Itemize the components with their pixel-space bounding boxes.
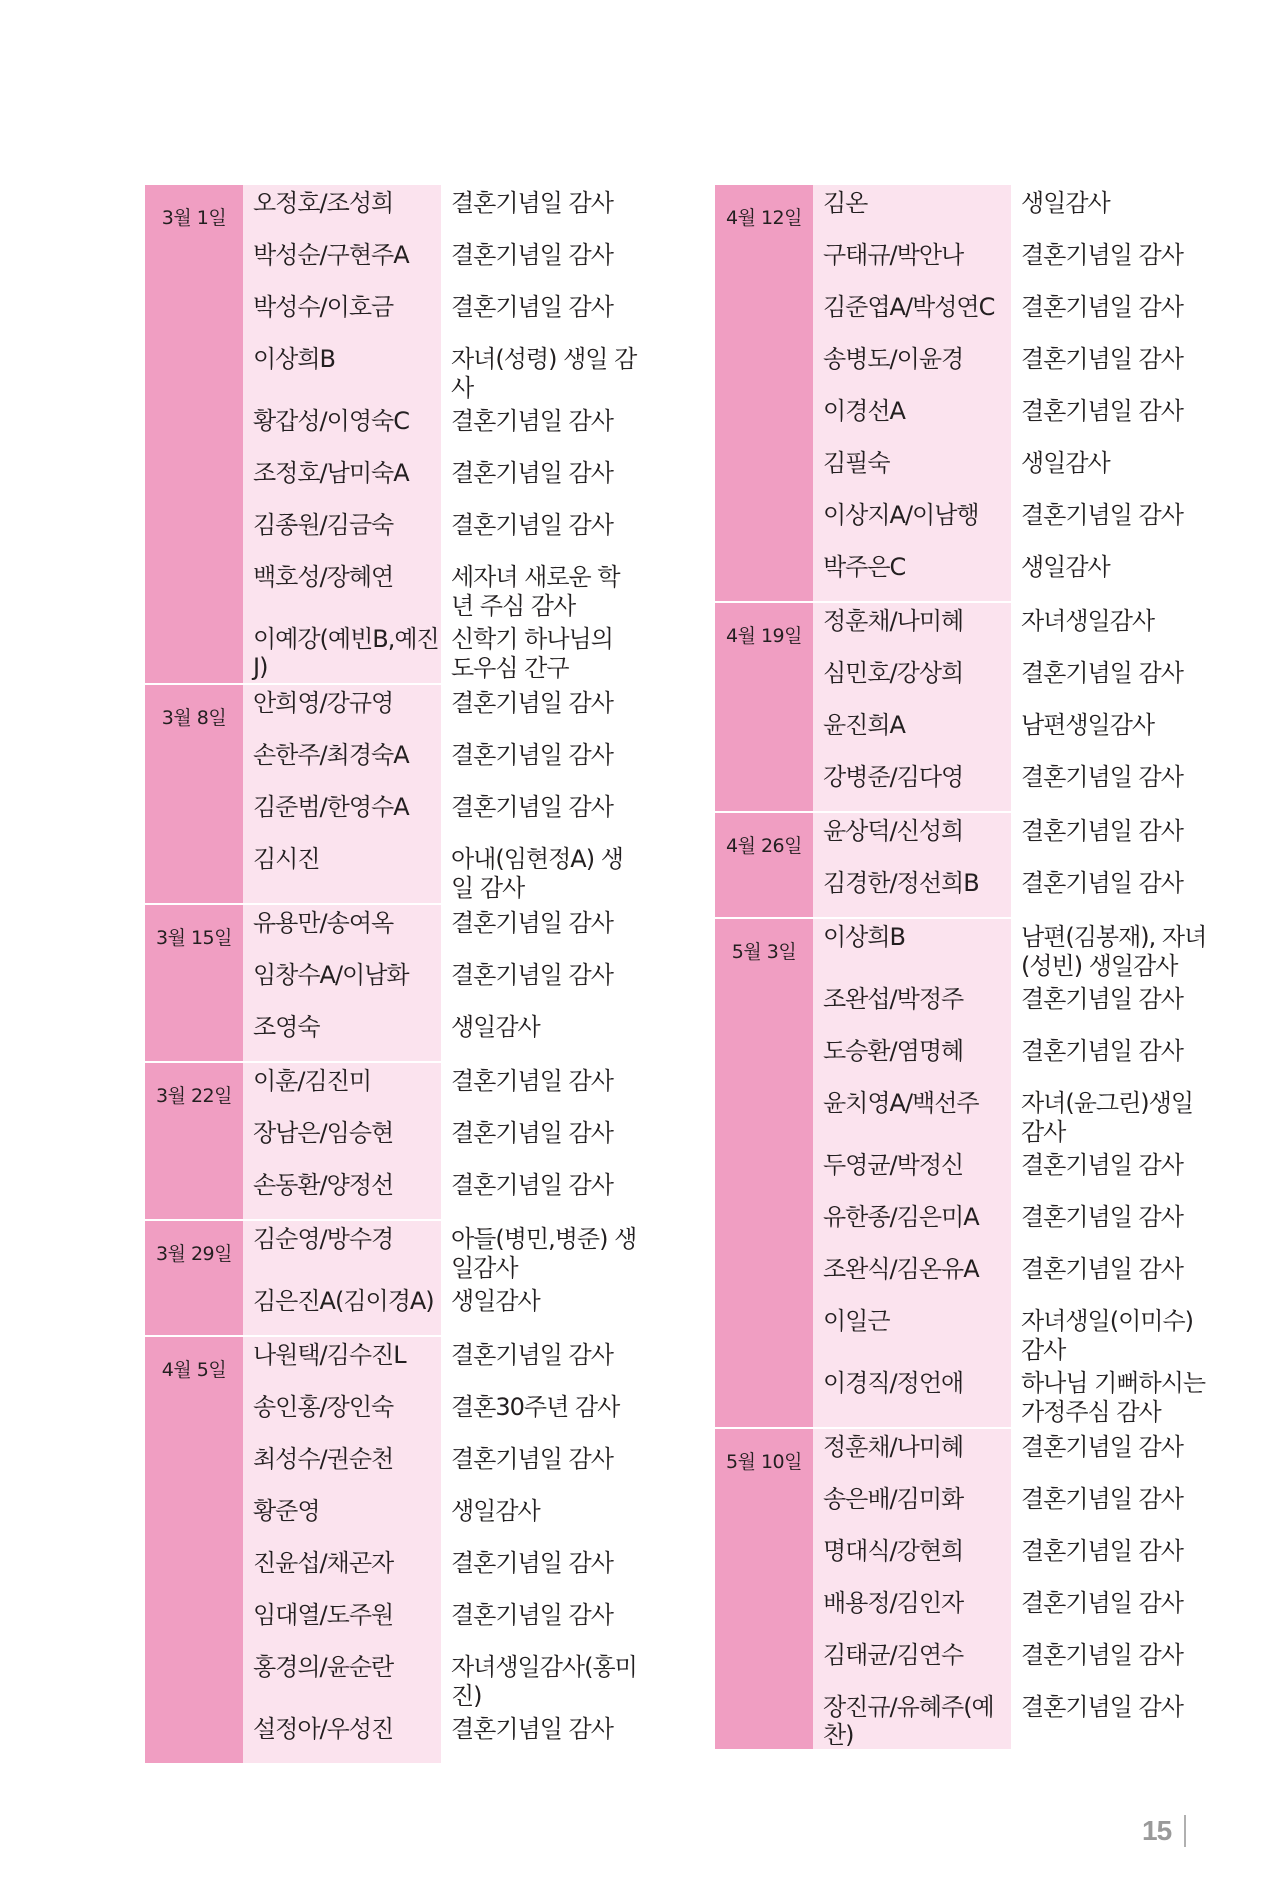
member-names: 송은배/김미화 [813, 1481, 1011, 1533]
member-names: 두영균/박정신 [813, 1147, 1011, 1199]
schedule-row [813, 1585, 1211, 1637]
schedule-row [243, 1711, 641, 1763]
thanks-note: 결혼기념일 감사 [1021, 345, 1183, 373]
date-label: 4월 19일 [715, 603, 813, 811]
date-group [715, 603, 1211, 813]
member-names: 조완식/김온유A [813, 1251, 1011, 1303]
thanks-note: 결혼기념일 감사 [1021, 397, 1183, 425]
schedule-row [813, 1251, 1211, 1303]
thanks-note: 결혼기념일 감사 [1021, 1589, 1183, 1617]
thanks-note: 결혼기념일 감사 [451, 961, 613, 989]
member-names: 김경한/정선희B [813, 865, 1011, 917]
thanks-note: 결혼기념일 감사 [451, 511, 613, 539]
thanks-note: 결혼기념일 감사 [451, 407, 613, 435]
thanks-note: 결혼기념일 감사 [451, 909, 613, 937]
member-names: 이경직/정언애 [813, 1365, 1011, 1427]
date-group [715, 1429, 1211, 1751]
thanks-note: 결혼기념일 감사 [1021, 241, 1183, 269]
date-group [715, 185, 1211, 603]
schedule-row [813, 865, 1211, 917]
schedule-row [243, 905, 641, 957]
schedule-row [813, 289, 1211, 341]
thanks-note: 결혼기념일 감사 [451, 1445, 613, 1473]
member-names: 김종원/김금숙 [243, 507, 441, 559]
member-names: 유용만/송여옥 [243, 905, 441, 957]
date-group [145, 1221, 641, 1337]
thanks-note: 결혼기념일 감사 [451, 741, 613, 769]
thanks-note: 생일감사 [1021, 189, 1110, 217]
schedule-row [813, 1033, 1211, 1085]
schedule-row [243, 1597, 641, 1649]
thanks-note: 결혼기념일 감사 [1021, 985, 1183, 1013]
schedule-row [813, 1365, 1211, 1427]
schedule-row [243, 1063, 641, 1115]
member-names: 조정호/남미숙A [243, 455, 441, 507]
thanks-note: 결혼기념일 감사 [1021, 1433, 1183, 1461]
thanks-note: 신학기 하나님의 도우심 간구 [451, 625, 613, 682]
thanks-note: 아내(임현정A) 생일 감사 [451, 845, 623, 902]
member-names: 임창수A/이남화 [243, 957, 441, 1009]
thanks-note: 결혼기념일 감사 [1021, 1485, 1183, 1513]
schedule-row [813, 1429, 1211, 1481]
schedule-row [243, 185, 641, 237]
member-names: 장진규/유혜주(예찬) [813, 1689, 1011, 1749]
thanks-note: 결혼기념일 감사 [1021, 659, 1183, 687]
member-names: 윤상덕/신성희 [813, 813, 1011, 865]
schedule-row [243, 403, 641, 455]
thanks-note: 자녀생일(이미수) 감사 [1021, 1307, 1194, 1364]
member-names: 황갑성/이영숙C [243, 403, 441, 455]
date-label: 3월 29일 [145, 1221, 243, 1335]
thanks-note: 남편(김봉재), 자녀(성빈) 생일감사 [1021, 923, 1207, 980]
member-names: 김온 [813, 185, 1011, 237]
schedule-row [813, 237, 1211, 289]
thanks-note: 결혼기념일 감사 [451, 1549, 613, 1577]
schedule-row [243, 841, 641, 903]
thanks-note: 생일감사 [1021, 553, 1110, 581]
schedule-row [243, 1545, 641, 1597]
schedule-row [813, 1085, 1211, 1147]
thanks-note: 결혼기념일 감사 [451, 189, 613, 217]
thanks-note: 아들(병민,병준) 생일감사 [451, 1225, 637, 1282]
thanks-note: 결혼기념일 감사 [451, 1715, 613, 1743]
thanks-note: 결혼기념일 감사 [451, 293, 613, 321]
member-names: 이예강(예빈B,예진J) [243, 621, 441, 683]
member-names: 이상지A/이남행 [813, 497, 1011, 549]
date-group [145, 1337, 641, 1765]
thanks-note: 자녀생일감사 [1021, 607, 1155, 635]
thanks-note: 결혼기념일 감사 [1021, 1693, 1183, 1721]
thanks-note: 결혼기념일 감사 [1021, 1255, 1183, 1283]
member-names: 김시진 [243, 841, 441, 903]
thanks-note: 결혼기념일 감사 [451, 1601, 613, 1629]
member-names: 송병도/이윤경 [813, 341, 1011, 393]
schedule-row [243, 621, 641, 683]
member-names: 윤진희A [813, 707, 1011, 759]
member-names: 박성수/이호금 [243, 289, 441, 341]
member-names: 진윤섭/채곤자 [243, 1545, 441, 1597]
schedule-row [243, 1337, 641, 1389]
page-number: 15 [1142, 1815, 1172, 1846]
schedule-row [813, 813, 1211, 865]
member-names: 홍경의/윤순란 [243, 1649, 441, 1711]
schedule-row [813, 341, 1211, 393]
member-names: 안희영/강규영 [243, 685, 441, 737]
schedule-column-left [145, 185, 641, 1765]
schedule-row [813, 393, 1211, 445]
schedule-row [813, 497, 1211, 549]
member-names: 이경선A [813, 393, 1011, 445]
member-names: 김준엽A/박성연C [813, 289, 1011, 341]
thanks-note: 하나님 기뻐하시는 가정주심 감사 [1021, 1369, 1206, 1426]
schedule-row [243, 1441, 641, 1493]
member-names: 박성순/구현주A [243, 237, 441, 289]
thanks-note: 생일감사 [451, 1013, 540, 1041]
thanks-note: 결혼기념일 감사 [451, 689, 613, 717]
schedule-row [813, 185, 1211, 237]
schedule-row [813, 549, 1211, 601]
schedule-row [243, 1389, 641, 1441]
member-names: 심민호/강상희 [813, 655, 1011, 707]
date-label: 5월 10일 [715, 1429, 813, 1749]
schedule-row [813, 1199, 1211, 1251]
member-names: 김순영/방수경 [243, 1221, 441, 1283]
date-group [715, 813, 1211, 919]
schedule-row [813, 981, 1211, 1033]
thanks-note: 결혼기념일 감사 [451, 241, 613, 269]
date-group [145, 685, 641, 905]
thanks-note: 자녀(윤그린)생일 감사 [1021, 1089, 1194, 1146]
member-names: 백호성/장혜연 [243, 559, 441, 621]
member-names: 이상희B [243, 341, 441, 403]
schedule-row [243, 1493, 641, 1545]
thanks-note: 결혼기념일 감사 [451, 1341, 613, 1369]
thanks-note: 결혼기념일 감사 [1021, 1537, 1183, 1565]
thanks-note: 결혼기념일 감사 [1021, 763, 1183, 791]
date-label: 3월 1일 [145, 185, 243, 683]
member-names: 김필숙 [813, 445, 1011, 497]
member-names: 손동환/양정선 [243, 1167, 441, 1219]
thanks-note: 결혼기념일 감사 [1021, 1203, 1183, 1231]
thanks-note: 남편생일감사 [1021, 711, 1155, 739]
schedule-row [243, 1649, 641, 1711]
thanks-note: 생일감사 [451, 1497, 540, 1525]
date-label: 4월 26일 [715, 813, 813, 917]
thanks-note: 결혼기념일 감사 [1021, 1037, 1183, 1065]
schedule-row [243, 1009, 641, 1061]
thanks-note: 결혼기념일 감사 [1021, 817, 1183, 845]
member-names: 조영숙 [243, 1009, 441, 1061]
thanks-note: 결혼기념일 감사 [1021, 1641, 1183, 1669]
schedule-row [813, 1303, 1211, 1365]
thanks-note: 자녀(성령) 생일 감사 [451, 345, 637, 402]
date-group [145, 185, 641, 685]
member-names: 강병준/김다영 [813, 759, 1011, 811]
thanks-note: 결혼기념일 감사 [451, 1171, 613, 1199]
date-label: 3월 8일 [145, 685, 243, 903]
schedule-row [813, 707, 1211, 759]
thanks-note: 결혼기념일 감사 [1021, 293, 1183, 321]
member-names: 나원택/김수진L [243, 1337, 441, 1389]
schedule-row [813, 445, 1211, 497]
thanks-note: 생일감사 [451, 1287, 540, 1315]
schedule-row [813, 655, 1211, 707]
member-names: 이상희B [813, 919, 1011, 981]
member-names: 정훈채/나미혜 [813, 1429, 1011, 1481]
date-label: 3월 22일 [145, 1063, 243, 1219]
schedule-row [813, 603, 1211, 655]
date-group [715, 919, 1211, 1429]
member-names: 명대식/강현희 [813, 1533, 1011, 1585]
thanks-note: 자녀생일감사(홍미진) [451, 1653, 637, 1710]
schedule-row [243, 957, 641, 1009]
schedule-row [243, 559, 641, 621]
date-group [145, 1063, 641, 1221]
member-names: 김은진A(김이경A) [243, 1283, 441, 1335]
member-names: 도승환/염명혜 [813, 1033, 1011, 1085]
schedule-row [243, 1221, 641, 1283]
member-names: 김태균/김연수 [813, 1637, 1011, 1689]
member-names: 이훈/김진미 [243, 1063, 441, 1115]
schedule-row [243, 237, 641, 289]
thanks-note: 결혼기념일 감사 [1021, 1151, 1183, 1179]
schedule-row [813, 1689, 1211, 1749]
schedule-row [243, 1283, 641, 1335]
member-names: 윤치영A/백선주 [813, 1085, 1011, 1147]
schedule-row [243, 289, 641, 341]
date-label: 5월 3일 [715, 919, 813, 1427]
schedule-row [243, 737, 641, 789]
member-names: 정훈채/나미혜 [813, 603, 1011, 655]
date-label: 4월 12일 [715, 185, 813, 601]
schedule-row [243, 1167, 641, 1219]
thanks-note: 결혼기념일 감사 [451, 459, 613, 487]
schedule-row [243, 1115, 641, 1167]
member-names: 김준범/한영수A [243, 789, 441, 841]
page-number-rule [1184, 1815, 1186, 1847]
schedule-row [243, 341, 641, 403]
member-names: 구태규/박안나 [813, 237, 1011, 289]
member-names: 장남은/임승현 [243, 1115, 441, 1167]
schedule-row [243, 789, 641, 841]
date-label: 3월 15일 [145, 905, 243, 1061]
schedule-row [243, 507, 641, 559]
thanks-note: 결혼30주년 감사 [451, 1393, 620, 1421]
member-names: 박주은C [813, 549, 1011, 601]
schedule-row [243, 455, 641, 507]
schedule-row [813, 1637, 1211, 1689]
date-label: 4월 5일 [145, 1337, 243, 1763]
member-names: 이일근 [813, 1303, 1011, 1365]
schedule-row [813, 1147, 1211, 1199]
member-names: 최성수/권순천 [243, 1441, 441, 1493]
member-names: 임대열/도주원 [243, 1597, 441, 1649]
member-names: 조완섭/박정주 [813, 981, 1011, 1033]
schedule-row [813, 1533, 1211, 1585]
member-names: 송인홍/장인숙 [243, 1389, 441, 1441]
thanks-note: 생일감사 [1021, 449, 1110, 477]
thanks-note: 결혼기념일 감사 [451, 1067, 613, 1095]
schedule-row [243, 685, 641, 737]
schedule-row [813, 919, 1211, 981]
thanks-note: 결혼기념일 감사 [1021, 869, 1183, 897]
member-names: 황준영 [243, 1493, 441, 1545]
schedule-row [813, 1481, 1211, 1533]
date-group [145, 905, 641, 1063]
schedule-column-right [715, 185, 1211, 1751]
member-names: 유한종/김은미A [813, 1199, 1011, 1251]
member-names: 배용정/김인자 [813, 1585, 1011, 1637]
member-names: 설정아/우성진 [243, 1711, 441, 1763]
member-names: 오정호/조성희 [243, 185, 441, 237]
thanks-note: 결혼기념일 감사 [1021, 501, 1183, 529]
thanks-note: 결혼기념일 감사 [451, 1119, 613, 1147]
schedule-row [813, 759, 1211, 811]
thanks-note: 결혼기념일 감사 [451, 793, 613, 821]
member-names: 손한주/최경숙A [243, 737, 441, 789]
thanks-note: 세자녀 새로운 학년 주심 감사 [451, 563, 620, 620]
